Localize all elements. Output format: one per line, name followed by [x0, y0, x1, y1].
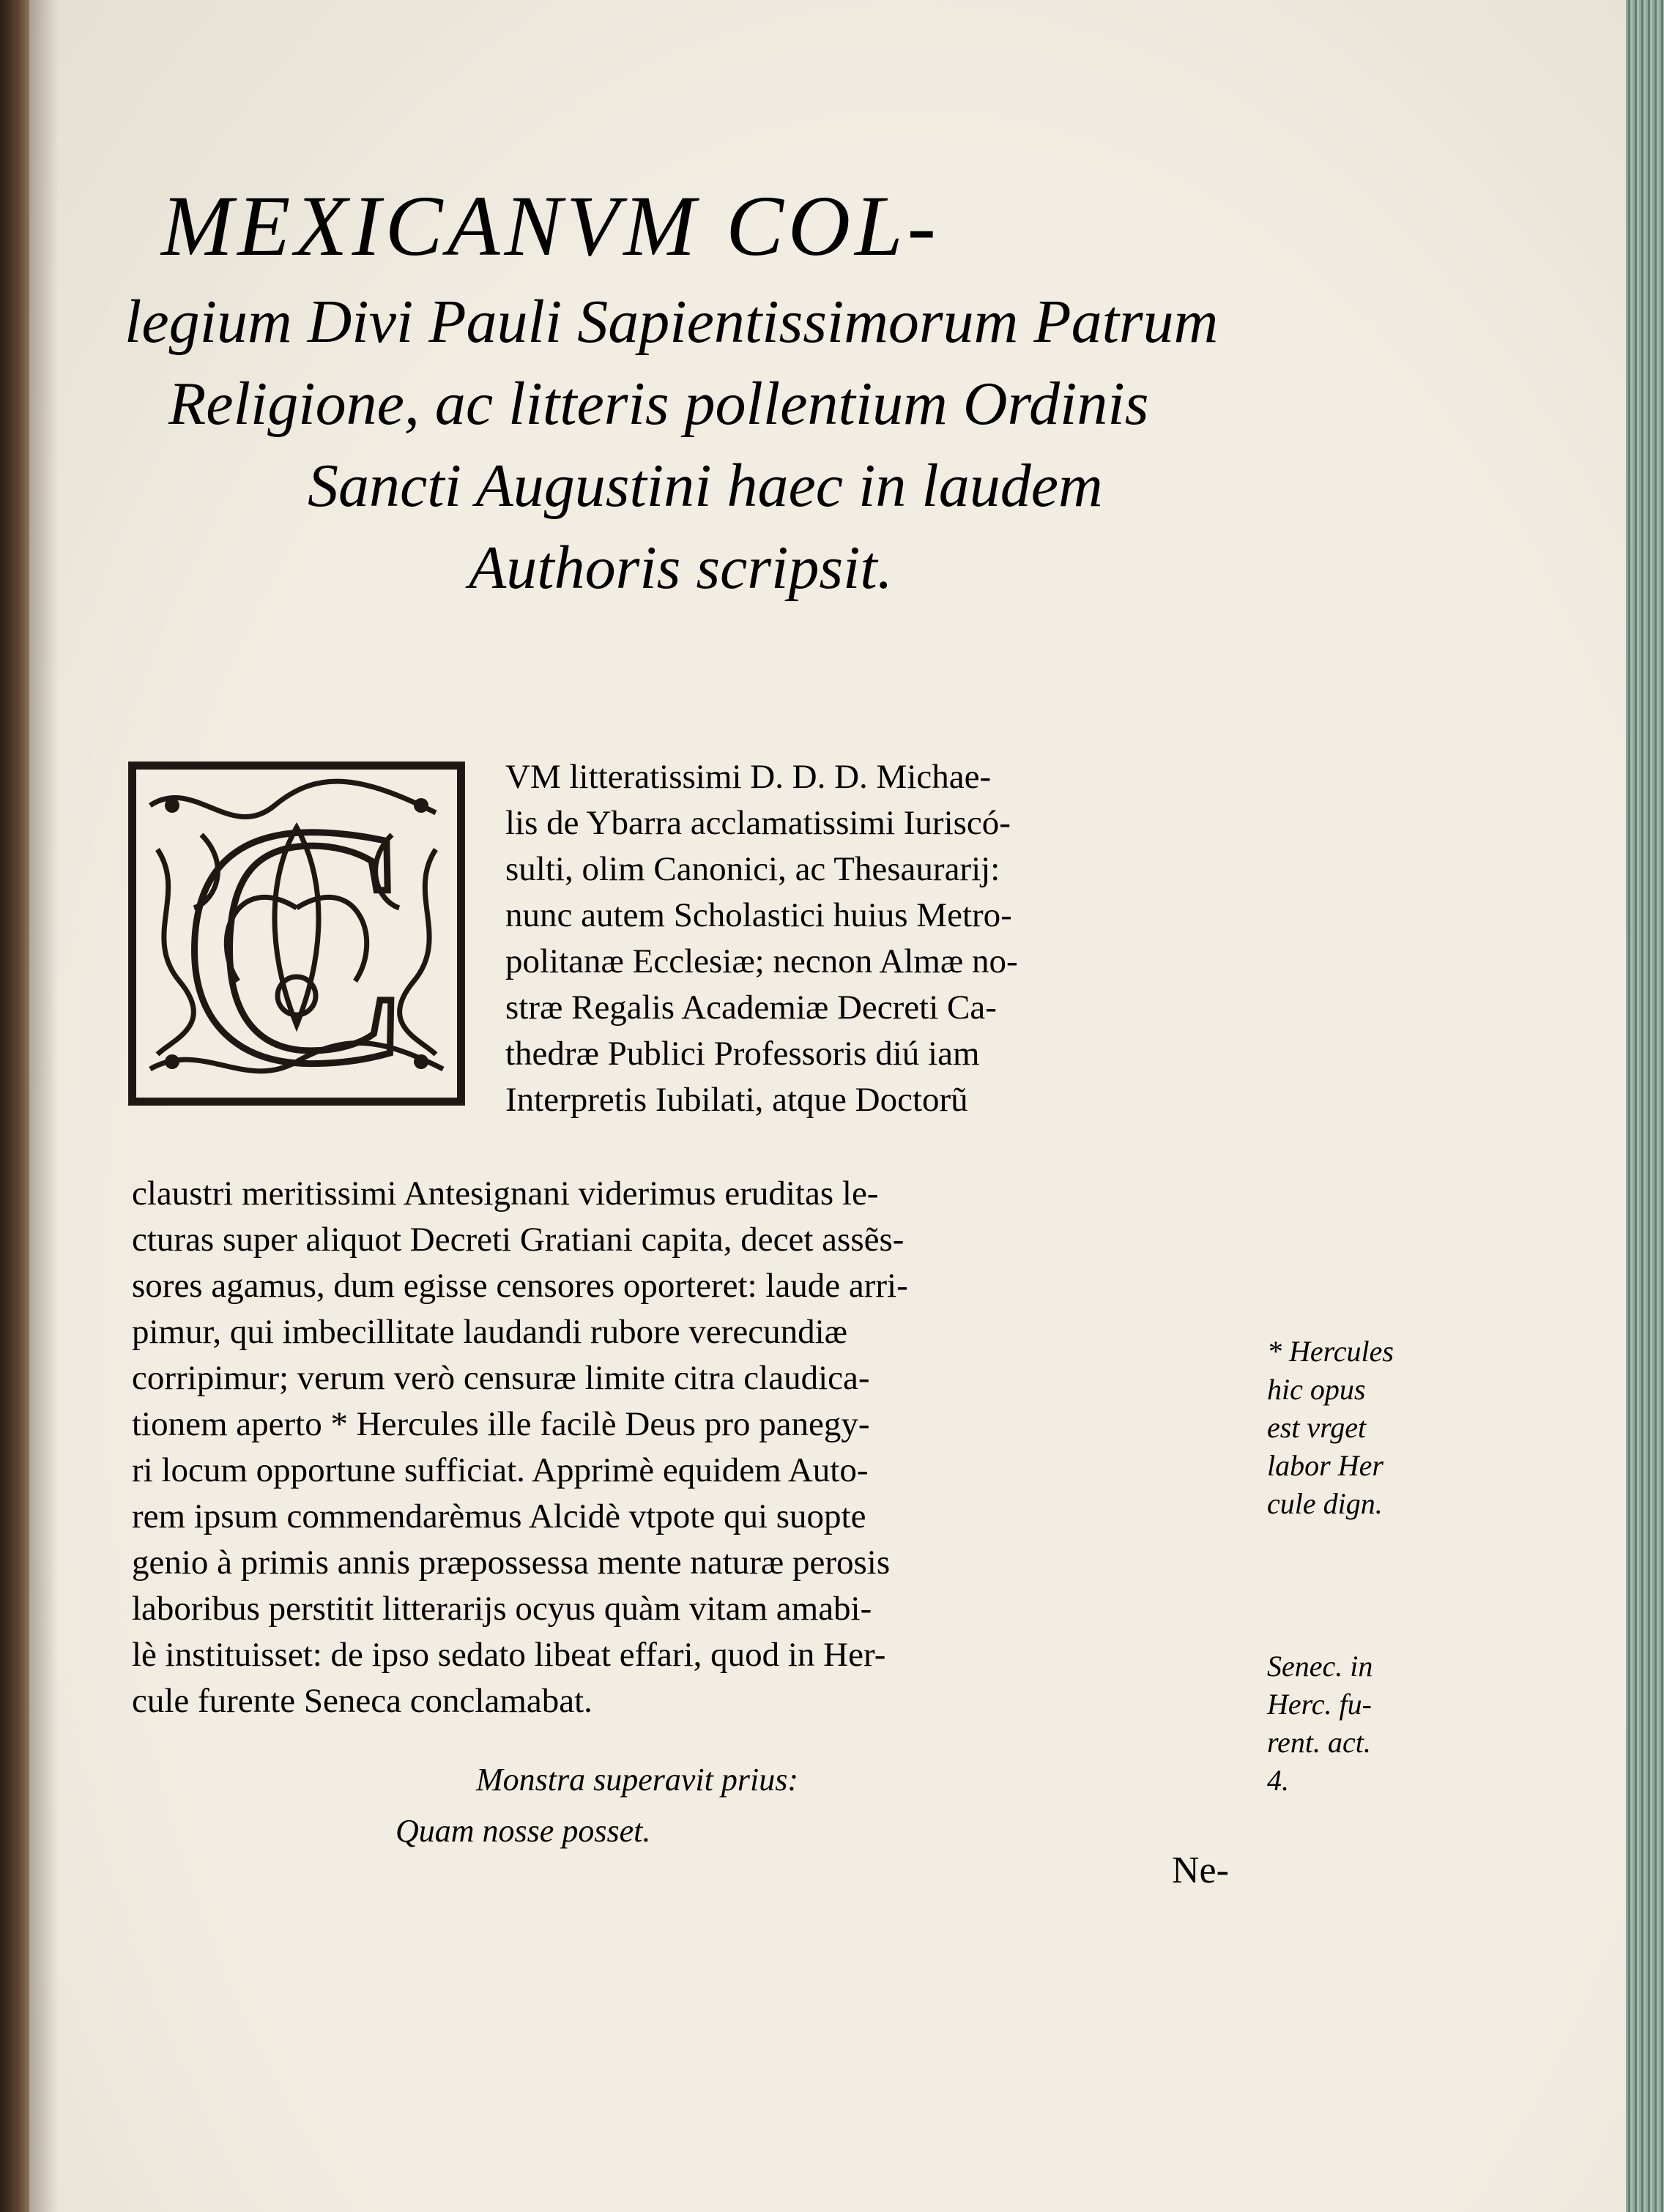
body-line: laboribus perstitit litterarijs ocyus quàm vitam amabi- [132, 1590, 872, 1628]
body-line: genio à primis annis præpossessa mente naturæ perosis [132, 1543, 891, 1582]
margin-note-line: Senec. in [1267, 1650, 1373, 1683]
body-line: claustri meritissimi Antesignani viderimus eruditas le- [132, 1174, 879, 1213]
title-line-1: MEXICANVM COL- [161, 178, 940, 274]
body-line: sores agamus, dum egisse censores oporteret: laude arri- [132, 1267, 908, 1305]
title-line-2: legium Divi Pauli Sapientissimorum Patrum [125, 288, 1219, 356]
body-line: cule furente Seneca conclamabat. [132, 1682, 593, 1720]
margin-note-line: Herc. fu- [1267, 1688, 1372, 1721]
ornament-icon [128, 761, 465, 1106]
margin-note-hercules [1267, 1333, 1494, 1523]
body-line: pimur, qui imbecillitate laudandi rubore verecundiæ [132, 1313, 847, 1351]
title-line-5: Authoris scripsit. [469, 534, 893, 602]
margin-note-line: rent. act. [1267, 1726, 1371, 1759]
verse-line-2: Quam nosse posset. [395, 1813, 651, 1849]
margin-note-line: * Hercules [1267, 1335, 1394, 1368]
body-line: stræ Regalis Academiæ Decreti Ca- [505, 988, 997, 1027]
body-line: tionem aperto * Hercules ille facilè Deus pro panegy- [132, 1405, 870, 1443]
page-title [117, 178, 1289, 602]
body-line: cturas super aliquot Decreti Gratiani capita, decet assẽs- [132, 1221, 905, 1259]
drop-cap-letter: C [180, 761, 410, 1106]
margin-note-line: hic opus [1267, 1373, 1366, 1406]
verse-line-1: Monstra superavit prius: [476, 1762, 798, 1798]
body-indented [505, 754, 1256, 1123]
body-line: lis de Ybarra acclamatissimi Iuriscó- [505, 804, 1011, 842]
body-line: corripimur; verum verò censuræ limite citra claudica- [132, 1359, 870, 1397]
book-spine [0, 0, 29, 2212]
body-line: VM litteratissimi D. D. D. Michae- [505, 758, 992, 796]
body-line: nunc autem Scholastici huius Metro- [505, 896, 1012, 934]
title-line-3: Religione, ac litteris pollentium Ordinis [168, 370, 1149, 438]
page-fore-edge [1626, 0, 1664, 2212]
body-line: lè instituisset: de ipso sedato libeat effari, quod in Her- [132, 1636, 886, 1674]
title-line-4: Sancti Augustini haec in laudem [308, 452, 1103, 520]
catchword: Ne- [1172, 1850, 1229, 1891]
body-line: Interpretis Iubilati, atque Doctorũ [505, 1081, 968, 1119]
margin-note-line: est vrget [1267, 1411, 1367, 1444]
body-full [132, 1171, 1260, 1724]
margin-note-line: cule dign. [1267, 1487, 1383, 1520]
margin-note-seneca [1267, 1647, 1494, 1800]
margin-note-line: 4. [1267, 1764, 1289, 1797]
body-line: rem ipsum commendarèmus Alcidè vtpote qui suopte [132, 1497, 866, 1535]
body-line: politanæ Ecclesiæ; necnon Almæ no- [505, 942, 1018, 980]
body-line: thedræ Publici Professoris diú iam [505, 1035, 980, 1073]
gutter-shadow [29, 0, 59, 2212]
body-line: sulti, olim Canonici, ac Thesaurarij: [505, 850, 1000, 888]
margin-note-line: labor Her [1267, 1449, 1383, 1482]
decorated-initial [128, 761, 465, 1106]
body-line: ri locum opportune sufficiat. Apprimè equidem Auto- [132, 1451, 869, 1489]
